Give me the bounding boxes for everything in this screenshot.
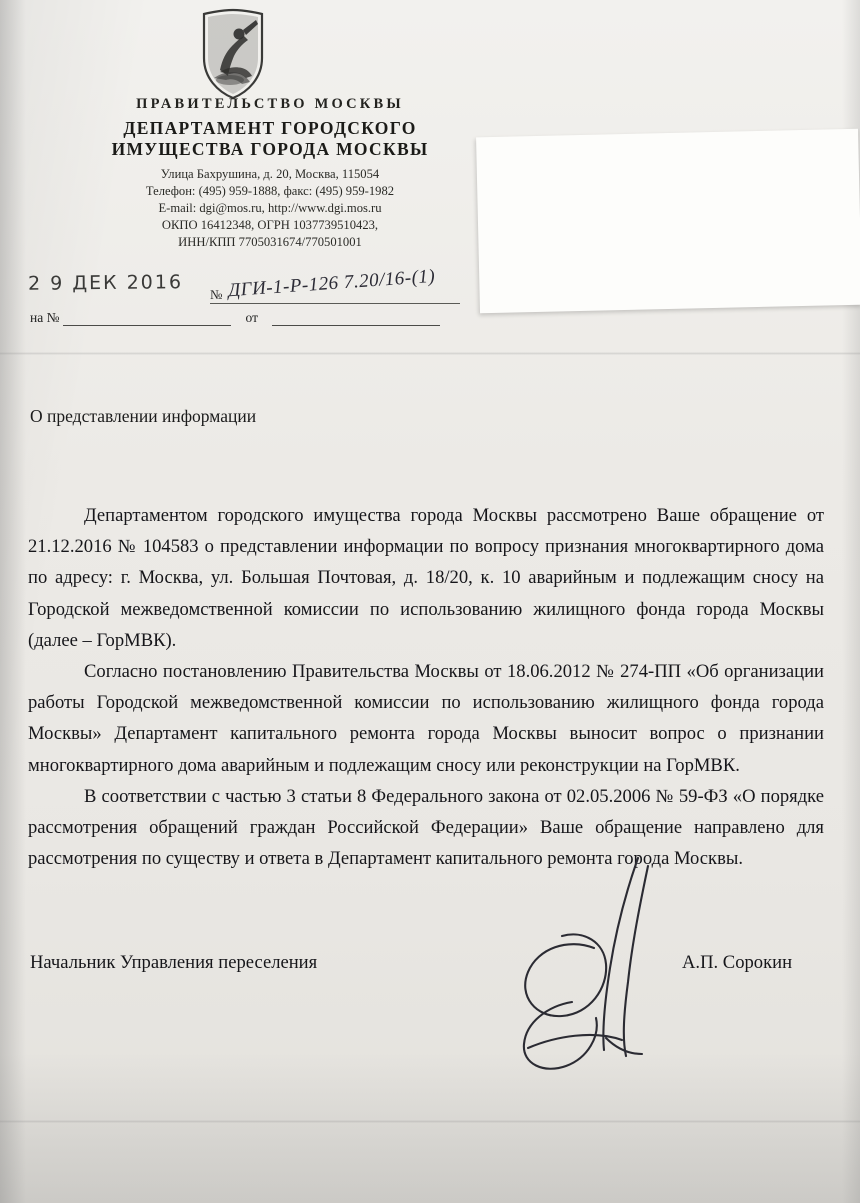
reply-number-label: на №: [30, 310, 60, 325]
body-paragraph: Департаментом городского имущества города Москвы рассмотрено Ваше обращение от 21.12.2016 № 104583 о представлении информации по вопросу признания многоквартирного дома по адресу: г. Москва, ул. Большая Почтовая, д. 18/20, к. 10 аварийным и подлежащим сносу на Городской межведомственной комиссии по использованию жилищного фонда города Москвы (далее – ГорМВК).: [28, 505, 824, 651]
letterhead: [30, 96, 510, 251]
document-body: [28, 500, 824, 874]
letterhead-contacts: [30, 166, 510, 251]
email-line: E-mail: dgi@mos.ru, http://www.dgi.mos.ru: [158, 201, 382, 216]
paper-fold-line: [0, 352, 860, 355]
signer-title: Начальник Управления переселения: [30, 952, 318, 973]
outgoing-number-handwritten: ДГИ-1-Р-126 7.20/16-(1): [227, 265, 436, 302]
document-subject: О представлении информации: [30, 406, 257, 426]
date-stamp: 2 9 ДЕК 2016: [27, 271, 184, 295]
department-line-1: ДЕПАРТАМЕНТ ГОРОДСКОГО: [123, 118, 417, 138]
number-label: №: [210, 287, 223, 302]
okpo-line: ОКПО 16412348, ОГРН 1037739510423,: [161, 218, 379, 233]
paper-fold-line: [0, 1120, 860, 1123]
body-paragraph: В соответствии с частью 3 статьи 8 Федерального закона от 02.05.2006 № 59-ФЗ «О порядке рассмотрения обращений граждан Российской Федерации» Ваше обращение направлено для рассмотрения по существу и ответа в Департамент капитального ремонта города Москвы.: [28, 785, 824, 870]
overlapping-paper-sheet: [476, 129, 860, 314]
reply-date-blank: [272, 311, 440, 326]
moscow-coat-of-arms-icon: [196, 8, 270, 100]
scan-shadow-left: [0, 0, 26, 1203]
address-line: Улица Бахрушина, д. 20, Москва, 115054: [160, 167, 380, 182]
reply-reference-row: [30, 310, 460, 326]
inn-line: ИНН/КПП 7705031674/770501001: [178, 235, 362, 250]
signer-name: А.П. Сорокин: [682, 952, 793, 973]
reply-date-label: от: [245, 310, 258, 325]
department-line-2: ИМУЩЕСТВА ГОРОДА МОСКВЫ: [111, 138, 429, 159]
number-underline: [210, 303, 460, 304]
body-paragraph: Согласно постановлению Правительства Москвы от 18.06.2012 № 274-ПП «Об организации работы Городской межведомственной комиссии по использованию жилищного фонда города Москвы» Департамент капитального ремонта города Москвы выносит вопрос о признании многоквартирного дома аварийным и подлежащим сносу или реконструкции на ГорМВК.: [28, 661, 824, 776]
government-line: ПРАВИТЕЛЬСТВО МОСКВЫ: [136, 96, 404, 112]
phone-line: Телефон: (495) 959-1888, факс: (495) 959-1982: [145, 184, 395, 199]
scan-shadow-bottom: [0, 1053, 860, 1203]
reply-number-blank: [63, 311, 231, 326]
